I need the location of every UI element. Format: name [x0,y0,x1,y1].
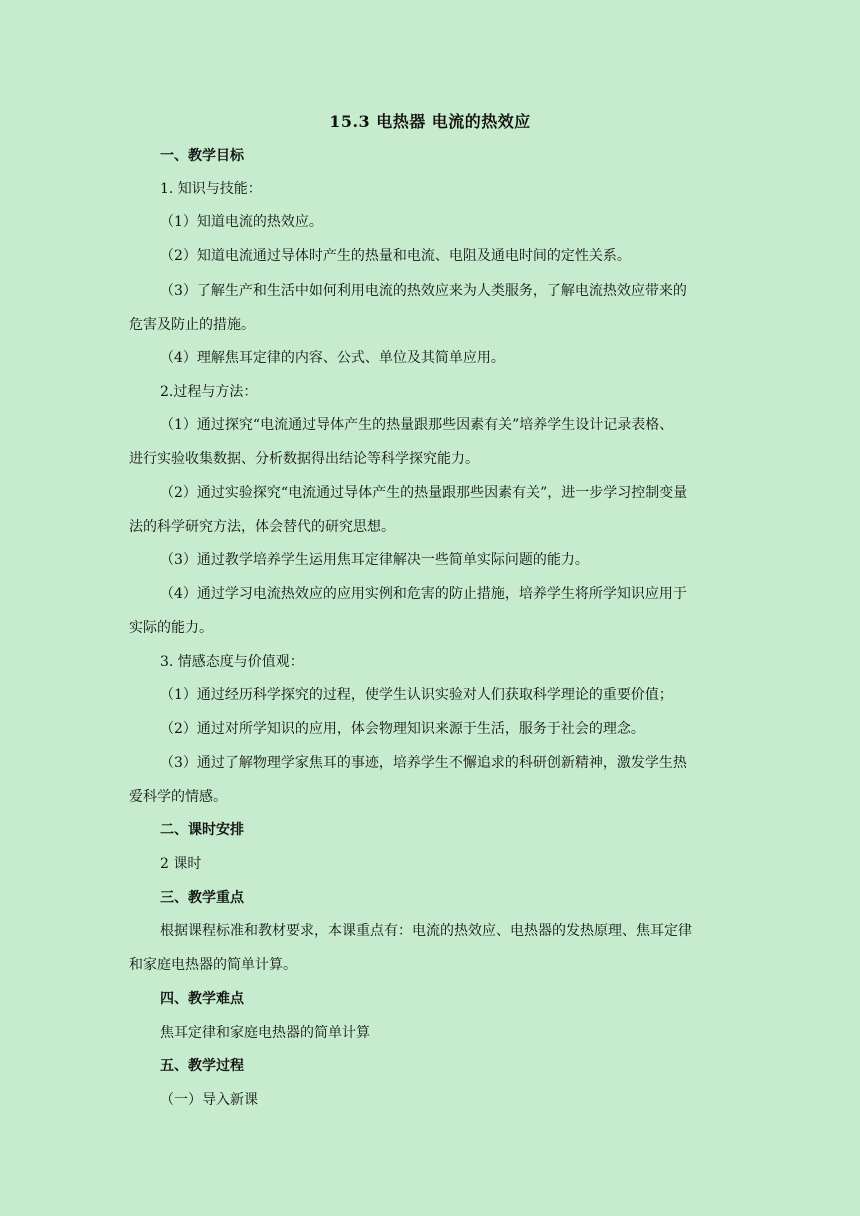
subheading-introduction: （一）导入新课 [160,1092,258,1108]
section-heading-process: 五、教学过程 [160,1058,244,1074]
paragraph-line: 危害及防止的措施。 [129,317,255,333]
section-heading-schedule: 二、课时安排 [160,822,244,838]
paragraph-line: （4）通过学习电流热效应的应用实例和危害的防止措施，培养学生将所学知识应用于 [160,586,687,602]
section-heading-difficulties: 四、教学难点 [160,991,244,1007]
paragraph-line: 焦耳定律和家庭电热器的简单计算 [160,1025,370,1041]
paragraph-line: （2）知道电流通过导体时产生的热量和电流、电阻及通电时间的定性关系。 [160,248,631,264]
paragraph-line: （3）通过了解物理学家焦耳的事迹，培养学生不懈追求的科研创新精神，激发学生热 [160,755,687,771]
paragraph-line: （3）通过教学培养学生运用焦耳定律解决一些简单实际问题的能力。 [160,552,589,568]
paragraph-line: 进行实验收集数据、分析数据得出结论等科学探究能力。 [129,451,479,467]
paragraph-line: （3）了解生产和生活中如何利用电流的热效应来为人类服务，了解电流热效应带来的 [160,283,687,299]
document-title: 15.3 电热器 电流的热效应 [329,112,531,131]
section-heading-objectives: 一、教学目标 [160,148,244,164]
paragraph-line: （1）知道电流的热效应。 [160,214,323,230]
paragraph-line: （2）通过对所学知识的应用，体会物理知识来源于生活，服务于社会的理念。 [160,721,645,737]
subheading-process-method: 2.过程与方法： [160,384,258,400]
paragraph-line: 2 课时 [160,856,202,872]
paragraph-line: （1）通过经历科学探究的过程，使学生认识实验对人们获取科学理论的重要价值； [160,687,673,703]
paragraph-line: 根据课程标准和教材要求，本课重点有：电流的热效应、电热器的发热原理、焦耳定律 [160,923,692,939]
paragraph-line: （1）通过探究“电流通过导体产生的热量跟那些因素有关”培养学生设计记录表格、 [160,417,674,433]
paragraph-line: （4）理解焦耳定律的内容、公式、单位及其简单应用。 [160,350,505,366]
paragraph-line: 实际的能力。 [129,620,213,636]
section-heading-key-points: 三、教学重点 [160,890,244,906]
subheading-attitude-values: 3. 情感态度与价值观： [160,654,304,670]
paragraph-line: 和家庭电热器的简单计算。 [129,957,297,973]
paragraph-line: 爱科学的情感。 [129,789,227,805]
paragraph-line: （2）通过实验探究“电流通过导体产生的热量跟那些因素有关”，进一步学习控制变量 [160,485,688,501]
subheading-knowledge-skills: 1. 知识与技能： [160,181,262,197]
paragraph-line: 法的科学研究方法，体会替代的研究思想。 [129,519,395,535]
